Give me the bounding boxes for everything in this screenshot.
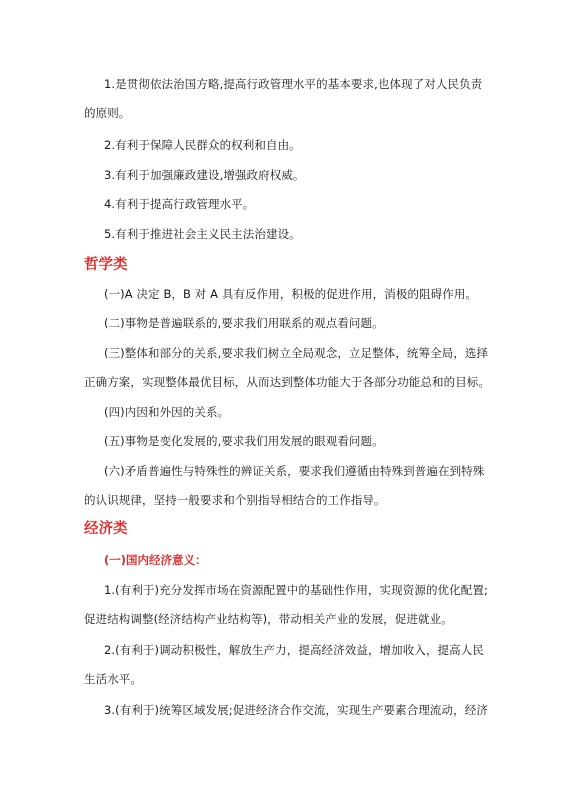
admin-item-4: 4.有利于提高行政管理水平。	[104, 197, 255, 211]
economics-item-3: 3.(有利于)统筹区域发展;促进经济合作交流，实现生产要素合理流动，经济	[104, 703, 488, 717]
admin-item-1: 1.是贯彻依法治国方略,提高行政管理水平的基本要求,也体现了对人民负责	[104, 77, 483, 91]
philosophy-item-1: (一)A 决定 B，B 对 A 具有反作用，积极的促进作用，消极的阻碍作用。	[104, 287, 478, 301]
philosophy-heading: 哲学类	[84, 257, 128, 273]
philosophy-item-5: (五)事物是变化发展的,要求我们用发展的眼观看问题。	[104, 434, 384, 448]
philosophy-item-2: (二)事物是普遍联系的,要求我们用联系的观点看问题。	[104, 316, 384, 330]
admin-item-5: 5.有利于推进社会主义民主法治建设。	[104, 227, 301, 241]
admin-item-1-cont: 的原则。	[84, 106, 131, 120]
economics-heading: 经济类	[84, 521, 128, 537]
philosophy-item-6: (六)矛盾普遍性与特殊性的辨证关系，要求我们遵循由特殊到普遍在到特殊	[104, 464, 485, 478]
philosophy-item-4: (四)内因和外因的关系。	[104, 405, 230, 419]
economics-subheading: (一)国内经济意义：	[104, 553, 207, 567]
economics-item-1-cont: 促进结构调整(经济结构产业结构等)，带动相关产业的发展，促进就业。	[84, 612, 453, 626]
admin-item-3: 3.有利于加强廉政建设,增强政府权威。	[104, 168, 305, 182]
admin-item-2: 2.有利于保障人民群众的权利和自由。	[104, 138, 301, 152]
economics-item-2: 2.(有利于)调动积极性，解放生产力，提高经济效益，增加收入，提高人民	[104, 643, 484, 657]
philosophy-item-6-cont: 的认识规律，坚持一般要求和个别指导相结合的工作指导。	[84, 493, 386, 507]
philosophy-item-3-cont: 正确方案，实现整体最优目标，从而达到整体功能大于各部分功能总和的目标。	[84, 375, 490, 389]
philosophy-item-3: (三)整体和部分的关系,要求我们树立全局观念，立足整体，统筹全局，选择	[104, 346, 489, 360]
economics-item-1: 1.(有利于)充分发挥市场在资源配置中的基础性作用，实现资源的优化配置;	[104, 583, 488, 597]
economics-item-2-cont: 生活水平。	[84, 672, 142, 686]
